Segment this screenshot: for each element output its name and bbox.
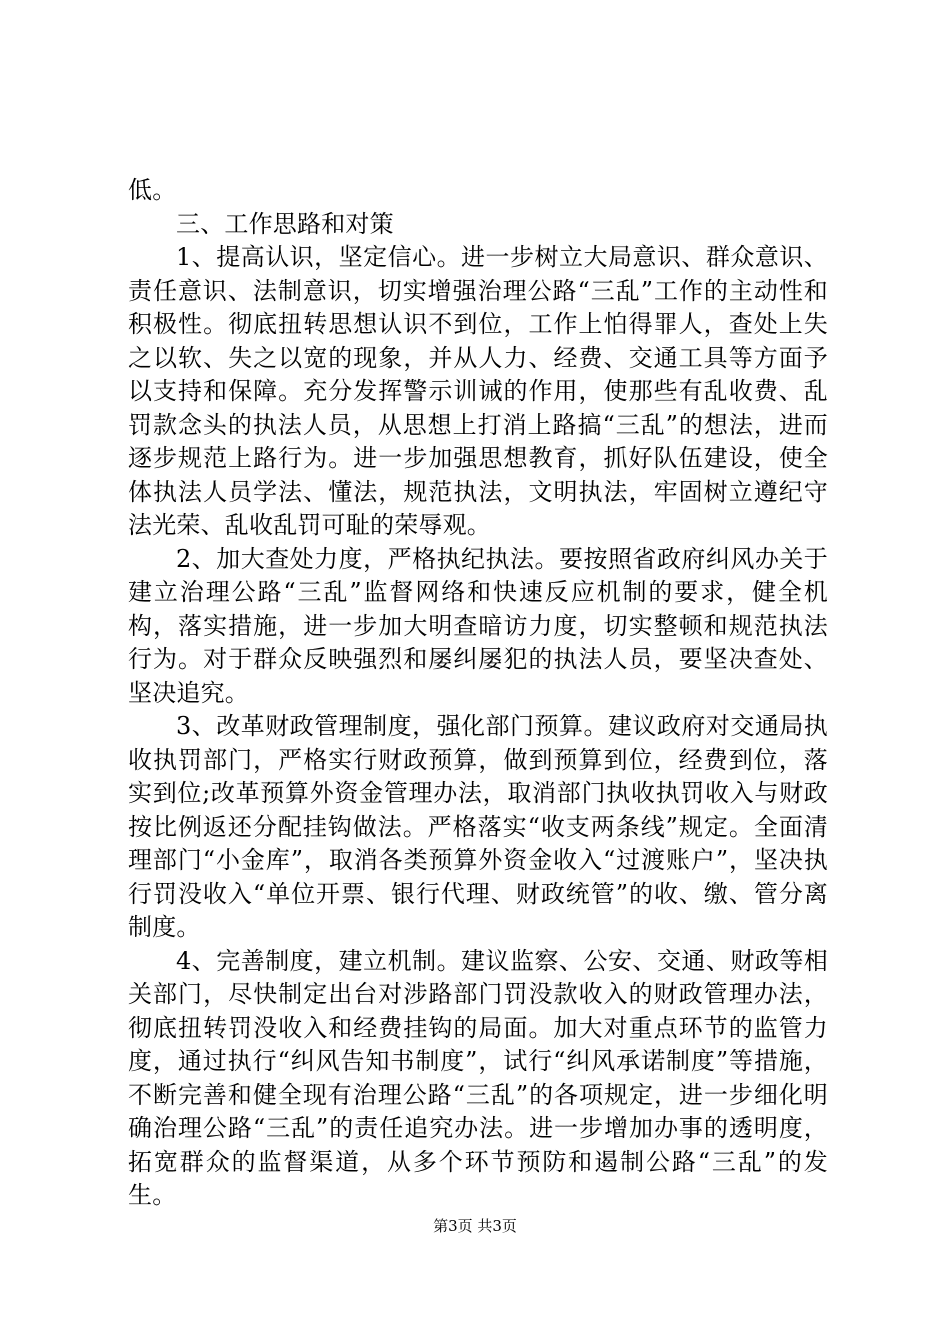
page-number-label: 第3页 共3页: [433, 1217, 517, 1235]
paragraph-1: 1、提高认识，坚定信心。进一步树立大局意识、群众意识、责任意识、法制意识，切实增强治理公路“三乱”工作的主动性和积极性。彻底扭转思想认识不到位，工作上怕得罪人，查处上失之以软、失之以宽的现象，并从人力、经费、交通工具等方面予以支持和保障。充分发挥警示训诫的作用，使那些有乱收费、乱罚款念头的执法人员，从思想上打消上路搞“三乱”的想法，进而逐步规范上路行为。进一步加强思想教育，抓好队伍建设，使全体执法人员学法、懂法，规范执法，文明执法，牢固树立遵纪守法光荣、乱收乱罚可耻的荣辱观。: [128, 243, 828, 539]
document-body: [128, 174, 828, 1213]
paragraph-2: 2、加大查处力度，严格执纪执法。要按照省政府纠风办关于建立治理公路“三乱”监督网络和快速反应机制的要求，健全机构，落实措施，进一步加大明查暗访力度，切实整顿和规范执法行为。对于群众反映强烈和屡纠屡犯的执法人员，要坚决查处、坚决追究。: [128, 544, 828, 707]
paragraph-continuation: 低。: [128, 176, 177, 204]
paragraph-3: 3、改革财政管理制度，强化部门预算。建议政府对交通局执收执罚部门，严格实行财政预算，做到预算到位，经费到位，落实到位;改革预算外资金管理办法，取消部门执收执罚收入与财政按比例返还分配挂钩做法。严格落实“收支两条线”规定。全面清理部门“小金库”，取消各类预算外资金收入“过渡账户”，坚决执行罚没收入“单位开票、银行代理、财政统管”的收、缴、管分离制度。: [128, 712, 828, 941]
paragraph-4: 4、完善制度，建立机制。建议监察、公安、交通、财政等相关部门，尽快制定出台对涉路部门罚没款收入的财政管理办法，彻底扭转罚没收入和经费挂钩的局面。加大对重点环节的监管力度，通过执行“纠风告知书制度”，试行“纠风承诺制度”等措施，不断完善和健全现有治理公路“三乱”的各项规定，进一步细化明确治理公路“三乱”的责任追究办法。进一步增加办事的透明度，拓宽群众的监督渠道，从多个环节预防和遏制公路“三乱”的发生。: [128, 946, 828, 1209]
page-footer: [0, 1216, 950, 1236]
section-heading: 三、工作思路和对策: [176, 209, 394, 238]
